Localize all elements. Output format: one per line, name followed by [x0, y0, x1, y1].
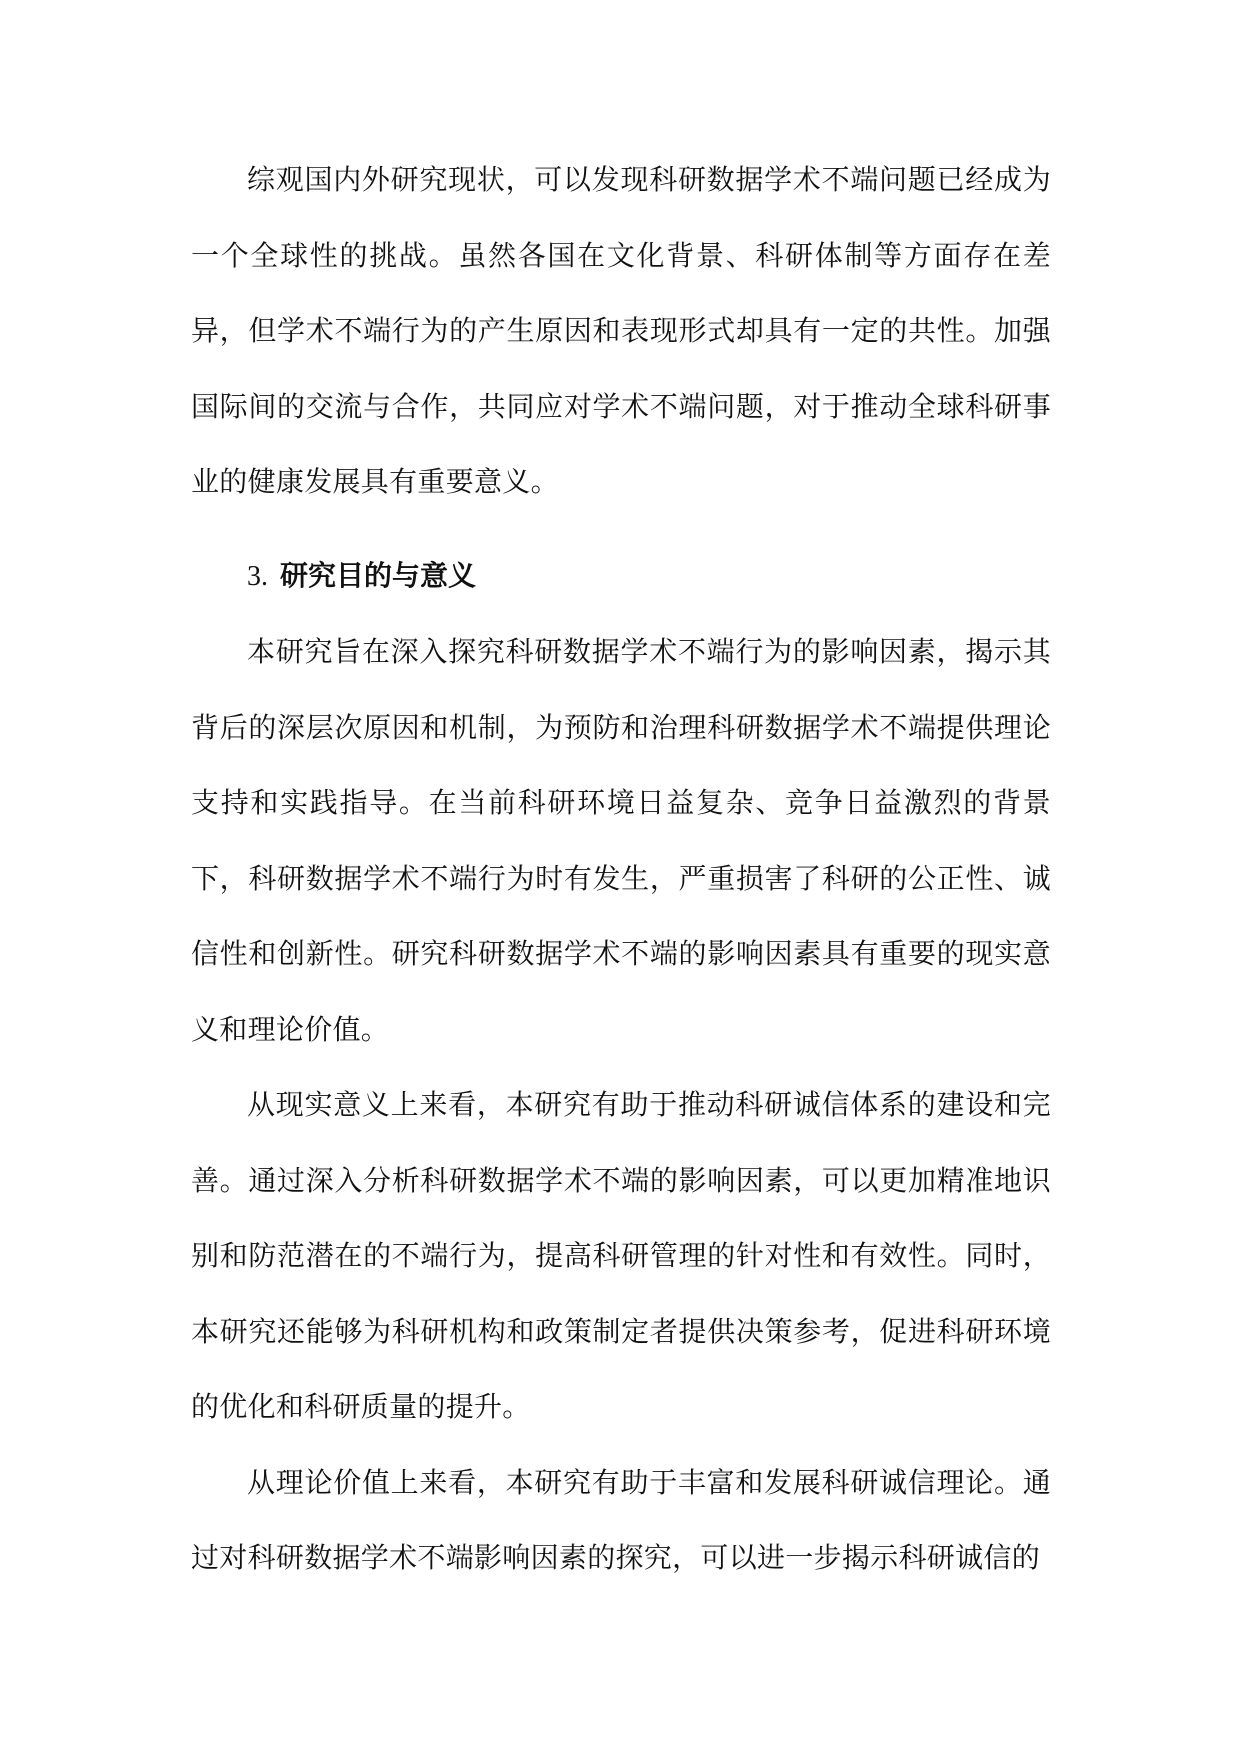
paragraph-theoretical-value: 从理论价值上来看，本研究有助于丰富和发展科研诚信理论。通过对科研数据学术不端影响因素的探究，可以进一步揭示科研诚信的 [191, 1465, 1051, 1574]
document-body [191, 142, 1051, 1596]
paragraph-research-status-summary: 综观国内外研究现状，可以发现科研数据学术不端问题已经成为一个全球性的挑战。虽然各国在文化背景、科研体制等方面存在差异，但学术不端行为的产生原因和表现形式却具有一定的共性。加强国际间的交流与合作，共同应对学术不端问题，对于推动全球科研事业的健康发展具有重要意义。 [191, 163, 1051, 498]
section-title: 研究目的与意义 [280, 558, 477, 592]
section-number: 3. [247, 560, 268, 592]
paragraph-research-purpose: 本研究旨在深入探究科研数据学术不端行为的影响因素，揭示其背后的深层次原因和机制，为预防和治理科研数据学术不端提供理论支持和实践指导。在当前科研环境日益复杂、竞争日益激烈的背景下，科研数据学术不端行为时有发生，严重损害了科研的公正性、诚信性和创新性。研究科研数据学术不端的影响因素具有重要的现实意义和理论价值。 [191, 635, 1051, 1046]
paragraph-practical-significance: 从现实意义上来看，本研究有助于推动科研诚信体系的建设和完善。通过深入分析科研数据学术不端的影响因素，可以更加精准地识别和防范潜在的不端行为，提高科研管理的针对性和有效性。同时，本研究还能够为科研机构和政策制定者提供决策参考，促进科研环境的优化和科研质量的提升。 [191, 1088, 1051, 1423]
section-heading [191, 538, 1051, 615]
